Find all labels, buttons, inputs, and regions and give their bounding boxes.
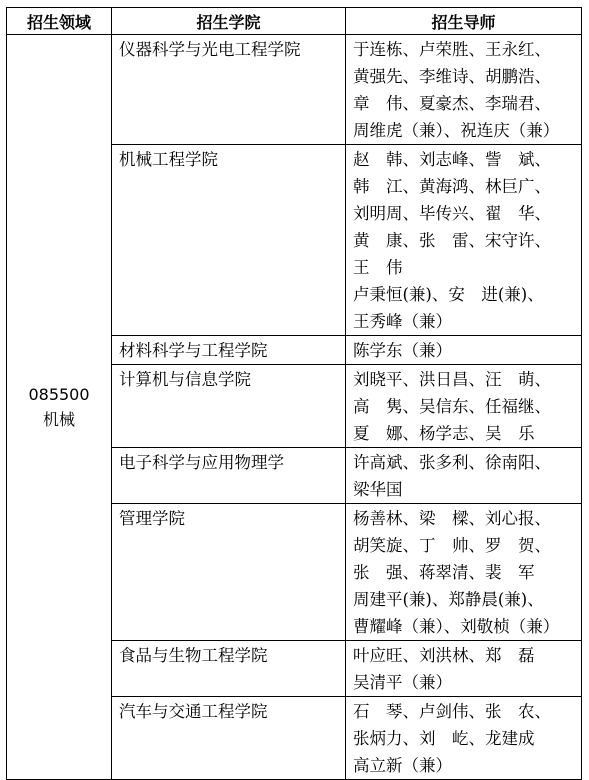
college-cell: 机械工程学院: [112, 145, 346, 336]
college-cell: 计算机与信息学院: [112, 365, 346, 448]
advisor-line: 叶应旺、刘洪林、郑 磊: [353, 646, 535, 665]
advisor-line: 吴清平（兼）: [353, 673, 452, 692]
header-row: [7, 8, 582, 35]
advisor-line: 周维虎（兼）、祝连庆（兼）: [353, 121, 560, 140]
advisors-cell: [346, 336, 582, 365]
college-cell: 电子科学与应用物理学: [112, 448, 346, 504]
college-cell: 仪器科学与光电工程学院: [112, 35, 346, 145]
advisors-cell: [346, 448, 582, 504]
header-field: 招生领域: [7, 8, 112, 35]
advisor-line: 黄 康、张 雷、宋守许、: [353, 231, 551, 250]
advisor-line: 赵 韩、刘志峰、訾 斌、: [353, 150, 551, 169]
advisor-line: 梁华国: [353, 480, 403, 499]
advisor-line: 张炳力、刘 屹、龙建成: [353, 729, 535, 748]
header-advisors: 招生导师: [346, 8, 582, 35]
advisor-line: 卢秉恒(兼)、安 进(兼)、: [353, 285, 544, 304]
advisor-line: 陈学东（兼）: [353, 341, 452, 360]
advisor-line: 刘明周、毕传兴、翟 华、: [353, 204, 551, 223]
advisors-cell: [346, 641, 582, 697]
advisors-cell: [346, 35, 582, 145]
header-college: 招生学院: [112, 8, 346, 35]
advisor-line: 高立新（兼）: [353, 756, 452, 775]
college-cell: 材料科学与工程学院: [112, 336, 346, 365]
college-cell: 汽车与交通工程学院: [112, 697, 346, 780]
college-cell: 食品与生物工程学院: [112, 641, 346, 697]
admissions-table: [6, 7, 582, 780]
advisor-line: 王 伟: [353, 258, 403, 277]
advisor-line: 曹耀峰（兼）、刘敬桢（兼）: [353, 617, 560, 636]
advisors-cell: [346, 145, 582, 336]
advisor-line: 杨善林、梁 樑、刘心报、: [353, 509, 551, 528]
advisor-line: 石 琴、卢剑伟、张 农、: [353, 702, 551, 721]
field-cell: [7, 35, 112, 780]
advisor-line: 刘晓平、洪日昌、汪 萌、: [353, 370, 551, 389]
advisor-line: 韩 江、黄海鸿、林巨广、: [353, 177, 551, 196]
advisor-line: 夏 娜、杨学志、吴 乐: [353, 424, 535, 443]
advisor-line: 胡笑旋、丁 帅、罗 贺、: [353, 536, 551, 555]
table-body: [7, 35, 582, 780]
advisor-line: 黄强先、李维诗、胡鹏浩、: [353, 67, 551, 86]
college-cell: 管理学院: [112, 504, 346, 641]
advisor-line: 张 强、蒋翠清、裴 军: [353, 563, 535, 582]
table-row: [7, 35, 582, 145]
field-name: 机械: [42, 410, 75, 429]
advisors-cell: [346, 365, 582, 448]
advisor-line: 于连栋、卢荣胜、王永红、: [353, 40, 551, 59]
advisors-cell: [346, 504, 582, 641]
advisor-line: 许高斌、张多利、徐南阳、: [353, 453, 551, 472]
field-code: 085500: [28, 385, 90, 404]
advisor-line: 周建平(兼)、郑静晨(兼)、: [353, 590, 544, 609]
advisor-line: 章 伟、夏豪杰、李瑞君、: [353, 94, 551, 113]
advisor-line: 王秀峰（兼）: [353, 312, 452, 331]
advisors-cell: [346, 697, 582, 780]
advisor-line: 高 隽、吴信东、任福继、: [353, 397, 551, 416]
